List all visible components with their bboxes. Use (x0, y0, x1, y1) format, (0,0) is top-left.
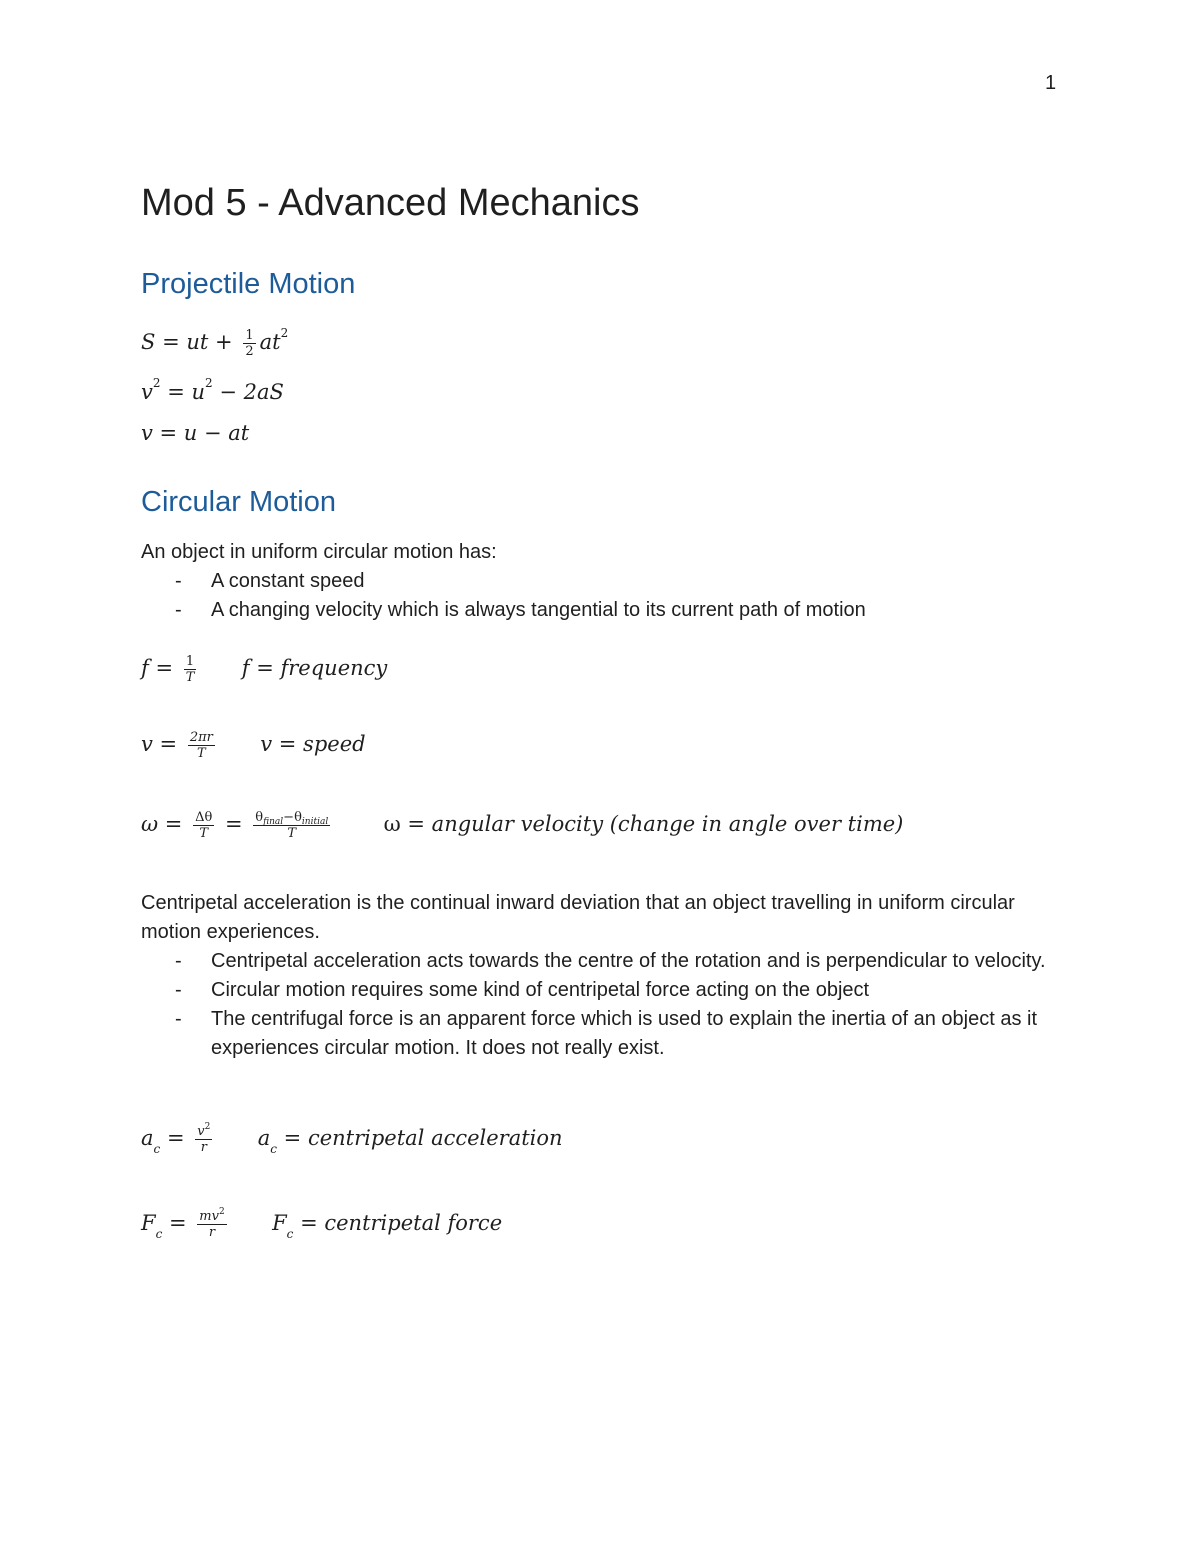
equation-velocity-squared (141, 376, 284, 404)
fraction-numerator: 2πr (189, 730, 213, 745)
list-item (141, 567, 1041, 596)
fraction-denominator: T (287, 826, 297, 841)
bullet-dash: - (175, 599, 182, 621)
eq-lhs: ω = (141, 812, 183, 836)
list-item-text: Centripetal acceleration acts towards the centre of the rotation and is perpendicular to velocity. (211, 950, 1046, 972)
paragraph-intro: An object in uniform circular motion has: (141, 541, 497, 563)
eq-term: v (141, 380, 153, 404)
equation-symbol: ω = (383, 812, 425, 836)
fraction-denominator: T (197, 746, 206, 761)
list-item (141, 976, 1071, 1005)
paragraph-centripetal: Centripetal acceleration is the continual inward deviation that an object travelling in uniform circular motion experiences. (141, 892, 1015, 943)
eq-equals: = (169, 1211, 187, 1235)
fraction-denominator: T (199, 826, 209, 841)
eq-term: ut (186, 330, 209, 354)
equation-displacement (141, 328, 288, 359)
fraction (197, 1209, 226, 1240)
eq-lhs: v = (141, 732, 178, 756)
page-number: 1 (1045, 72, 1057, 94)
equation-description: = centripetal acceleration (283, 1126, 563, 1150)
list-item (141, 596, 1041, 625)
fraction-numerator: $v^2$ (197, 1122, 211, 1139)
eq-term: u (191, 380, 206, 404)
equation-description: f = frequency (241, 656, 388, 680)
fraction-numerator: $mv^2$ (199, 1207, 225, 1224)
list-item (141, 1005, 1071, 1063)
bullet-list-centripetal (141, 947, 1071, 1063)
bullet-dash: - (175, 1008, 182, 1030)
exponent: 2 (152, 376, 161, 390)
eq-equals: = (225, 812, 243, 836)
eq-lhs: S (141, 330, 156, 354)
bullet-dash: - (175, 570, 182, 592)
fraction-half (243, 328, 255, 359)
fraction-numerator: Δθ (195, 810, 213, 825)
fraction-denominator: r (208, 1225, 216, 1240)
equation-description: = centripetal force (300, 1211, 503, 1235)
equation-description: v = speed (260, 732, 366, 756)
list-item-text: Circular motion requires some kind of centripetal force acting on the object (211, 979, 870, 1001)
eq-term: at (259, 330, 281, 354)
exponent: 2 (205, 376, 213, 390)
equation-angular-velocity (141, 810, 903, 841)
document-title: Mod 5 - Advanced Mechanics (141, 182, 640, 224)
list-item-text: A changing velocity which is always tangential to its current path of motion (211, 599, 866, 621)
fraction-denominator: 2 (245, 344, 254, 359)
equation-speed (141, 730, 366, 761)
bullet-list-motion (141, 567, 1041, 625)
fraction-numerator: 1 (184, 654, 197, 670)
equation-frequency (141, 654, 387, 685)
equation-centripetal-acceleration: $a_c$ = $\frac{v^2}{r}$ $a_c$ = centripetal acceleration (141, 1122, 563, 1156)
eq-plus: + (215, 330, 233, 354)
fraction (195, 1124, 212, 1155)
fraction-theta-difference (253, 810, 330, 841)
exponent: 2 (280, 326, 289, 340)
eq-term: 2aS (243, 380, 284, 404)
list-item (141, 947, 1071, 976)
equation-centripetal-force: $F_c$ = $\frac{mv^2}{r}$ $F_c$ = centripetal force (141, 1207, 503, 1241)
equation-velocity: v = u − at (141, 421, 250, 445)
fraction (193, 810, 214, 841)
eq-equals: = (166, 1126, 185, 1150)
fraction-numerator: 1 (245, 328, 254, 343)
fraction-denominator: r (200, 1140, 207, 1155)
equation-description: angular velocity (change in angle over time) (431, 812, 904, 836)
heading-circular-motion: Circular Motion (141, 486, 336, 518)
eq-lhs: f = (141, 656, 174, 680)
bullet-dash: - (175, 979, 182, 1001)
heading-projectile-motion: Projectile Motion (141, 268, 356, 300)
fraction (188, 730, 215, 761)
fraction (184, 654, 197, 685)
fraction-numerator: $\theta_{final}-\theta_{initial}$ (255, 810, 329, 827)
eq-equals: = (167, 380, 185, 404)
eq-minus: − (219, 380, 237, 404)
list-item-text: The centrifugal force is an apparent force which is used to explain the inertia of an object as it experiences circular motion. It does not really exist. (211, 1008, 1038, 1059)
fraction-denominator: T (185, 670, 195, 685)
eq-equals: = (162, 330, 180, 354)
bullet-dash: - (175, 950, 182, 972)
list-item-text: A constant speed (211, 570, 365, 592)
